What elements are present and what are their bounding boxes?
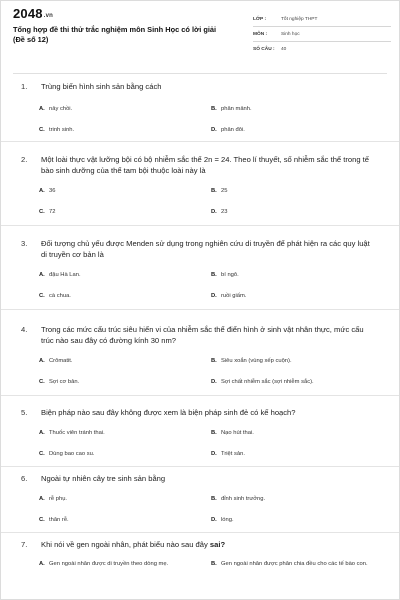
question-body: [41, 539, 377, 550]
question-statement: Ngoài tự nhiên cây tre sinh sản bằng: [41, 474, 166, 483]
option-letter: A.: [39, 188, 45, 194]
option-text: Nạo hút thai.: [221, 430, 254, 436]
option-text: Dùng bao cao su.: [49, 451, 95, 457]
answer-option-b[interactable]: [211, 187, 400, 195]
option-text: 25: [221, 188, 228, 194]
answer-option-a[interactable]: [39, 271, 211, 279]
question-statement: Một loài thực vật lưỡng bội có bộ nhiễm sắc thể 2n = 24. Theo lí thuyết, số nhiễm sắc thể trong tế bào sinh dưỡng của thể tam bội thuộc loài này là: [41, 155, 370, 175]
option-text: 36: [49, 188, 56, 194]
option-text: Sợi cơ bản.: [49, 379, 80, 385]
answer-option-b[interactable]: [211, 357, 400, 365]
option-text: Gen ngoài nhân được di truyền theo dòng mẹ.: [49, 561, 169, 567]
question-body: [41, 473, 377, 484]
option-letter: B.: [211, 272, 217, 278]
answer-option-a[interactable]: [39, 560, 211, 568]
option-letter: B.: [211, 358, 217, 364]
question-item: [1, 401, 400, 467]
answer-option-b[interactable]: [211, 429, 400, 437]
question-text: [1, 154, 400, 176]
logo-text: 2048: [13, 6, 43, 21]
question-text: [1, 238, 400, 260]
answer-option-c[interactable]: [39, 516, 211, 524]
option-letter: B.: [211, 106, 217, 112]
question-body: [41, 407, 377, 418]
header-divider: [13, 73, 387, 74]
question-text: [1, 81, 400, 92]
option-letter: D.: [211, 451, 217, 457]
option-letter: A.: [39, 358, 45, 364]
option-letter: D.: [211, 127, 217, 133]
option-text: Crômatit.: [49, 358, 73, 364]
question-statement: Biện pháp nào sau đây không được xem là biện pháp sinh đẻ có kế hoạch?: [41, 408, 296, 417]
answer-options: [1, 429, 400, 458]
answer-option-c[interactable]: [39, 292, 211, 300]
meta-label: MÔN :: [253, 31, 268, 37]
answer-options: [1, 271, 400, 300]
option-text: thân rễ.: [49, 517, 69, 523]
question-item: [1, 75, 400, 142]
document-title: Tổng hợp đề thi thử trắc nghiệm môn Sinh Học có lời giải (Đề số 12): [13, 25, 217, 44]
question-number: 1.: [21, 82, 28, 91]
option-text: phân mảnh.: [221, 106, 252, 112]
option-text: cà chua.: [49, 293, 71, 299]
question-number: 2.: [21, 155, 28, 164]
answer-option-b[interactable]: [211, 495, 400, 503]
answer-options: [1, 187, 400, 216]
question-statement: Khi nói về gen ngoài nhân, phát biểu nào sau đây: [41, 540, 208, 549]
option-letter: C.: [39, 293, 45, 299]
question-item: [1, 467, 400, 533]
answer-options: [1, 357, 400, 386]
answer-option-d[interactable]: [211, 208, 400, 216]
question-number: 5.: [21, 408, 28, 417]
option-letter: A.: [39, 430, 45, 436]
option-letter: C.: [39, 209, 45, 215]
meta-value: 40: [281, 47, 287, 52]
question-text: [1, 473, 400, 484]
question-text: [1, 324, 400, 346]
question-item: [1, 533, 400, 568]
option-text: Gen ngoài nhân được phân chia đều cho các tế bào con.: [221, 561, 368, 567]
answer-option-c[interactable]: [39, 378, 211, 386]
option-text: đỉnh sinh trưởng.: [221, 496, 266, 502]
option-letter: B.: [211, 188, 217, 194]
answer-option-c[interactable]: [39, 126, 211, 134]
question-emphasis: sai?: [209, 540, 226, 549]
option-letter: D.: [211, 209, 217, 215]
question-number: 3.: [21, 239, 28, 248]
meta-row: [253, 42, 391, 57]
meta-box: [253, 12, 391, 57]
question-number: 7.: [21, 540, 28, 549]
meta-value: Tốt nghiệp THPT: [281, 16, 318, 22]
option-text: bí ngô.: [221, 272, 239, 278]
option-text: Triệt sản.: [221, 451, 245, 457]
question-statement: Trùng biến hình sinh sản bằng cách: [41, 82, 162, 91]
header: [1, 1, 399, 69]
option-text: Siêu xoắn (vùng xếp cuộn).: [221, 358, 292, 364]
option-text: 72: [49, 209, 56, 215]
option-text: rễ phụ.: [49, 496, 68, 502]
site-logo[interactable]: [13, 6, 53, 21]
option-text: nảy chồi.: [49, 106, 73, 112]
option-letter: B.: [211, 430, 217, 436]
question-body: [41, 81, 377, 92]
question-text: [1, 407, 400, 418]
meta-label: SỐ CÂU :: [253, 47, 275, 52]
option-letter: C.: [39, 379, 45, 385]
meta-label: LỚP :: [253, 16, 267, 22]
question-text: [1, 539, 400, 550]
answer-option-d[interactable]: [211, 516, 400, 524]
answer-option-d[interactable]: [211, 378, 400, 386]
option-letter: B.: [211, 561, 217, 567]
question-statement: Trong các mức cấu trúc siêu hiển vi của nhiễm sắc thể điển hình ở sinh vật nhân thực, mức cấu trúc nào sau đây có đường kính 30 nm?: [41, 325, 364, 345]
option-letter: D.: [211, 293, 217, 299]
answer-option-a[interactable]: [39, 495, 211, 503]
answer-option-d[interactable]: [211, 292, 400, 300]
answer-option-b[interactable]: [211, 105, 400, 113]
question-item: [1, 148, 400, 226]
question-number: 6.: [21, 474, 28, 483]
meta-row: [253, 27, 391, 42]
answer-options: [1, 560, 400, 568]
answer-option-b[interactable]: [211, 560, 400, 568]
answer-option-c[interactable]: [39, 208, 211, 216]
meta-value: Sinh học: [281, 31, 300, 37]
answer-option-d[interactable]: [211, 450, 400, 458]
option-text: ruồi giấm.: [221, 293, 247, 299]
question-item: [1, 318, 400, 396]
option-text: đậu Hà Lan.: [49, 272, 81, 278]
question-body: [41, 154, 377, 176]
answer-option-a[interactable]: [39, 429, 211, 437]
option-letter: C.: [39, 451, 45, 457]
option-text: phân đôi.: [221, 127, 245, 133]
option-text: Thuốc viên tránh thai.: [49, 430, 105, 436]
logo-suffix: .vn: [43, 13, 54, 19]
option-text: trinh sinh.: [49, 127, 75, 133]
option-letter: D.: [211, 517, 217, 523]
option-letter: A.: [39, 561, 45, 567]
option-letter: C.: [39, 517, 45, 523]
option-letter: B.: [211, 496, 217, 502]
question-body: [41, 324, 377, 346]
meta-row: [253, 12, 391, 27]
option-text: lóng.: [221, 517, 234, 523]
question-item: [1, 232, 400, 310]
question-body: [41, 238, 377, 260]
answer-option-c[interactable]: [39, 450, 211, 458]
answer-option-a[interactable]: [39, 105, 211, 113]
answer-option-a[interactable]: [39, 357, 211, 365]
option-letter: D.: [211, 379, 217, 385]
option-letter: A.: [39, 272, 45, 278]
question-number: 4.: [21, 325, 28, 334]
answer-options: [1, 495, 400, 524]
question-statement: Đối tượng chủ yếu được Menden sử dụng trong nghiên cứu di truyền để phát hiện ra các quy luật di truyền cơ bản là: [41, 239, 370, 259]
answer-option-d[interactable]: [211, 126, 400, 134]
answer-option-a[interactable]: [39, 187, 211, 195]
answer-option-b[interactable]: [211, 271, 400, 279]
answer-options: [1, 105, 400, 134]
option-letter: A.: [39, 496, 45, 502]
option-letter: C.: [39, 127, 45, 133]
option-text: 23: [221, 209, 228, 215]
option-text: Sợi chất nhiễm sắc (sợi nhiễm sắc).: [221, 379, 314, 385]
option-letter: A.: [39, 106, 45, 112]
